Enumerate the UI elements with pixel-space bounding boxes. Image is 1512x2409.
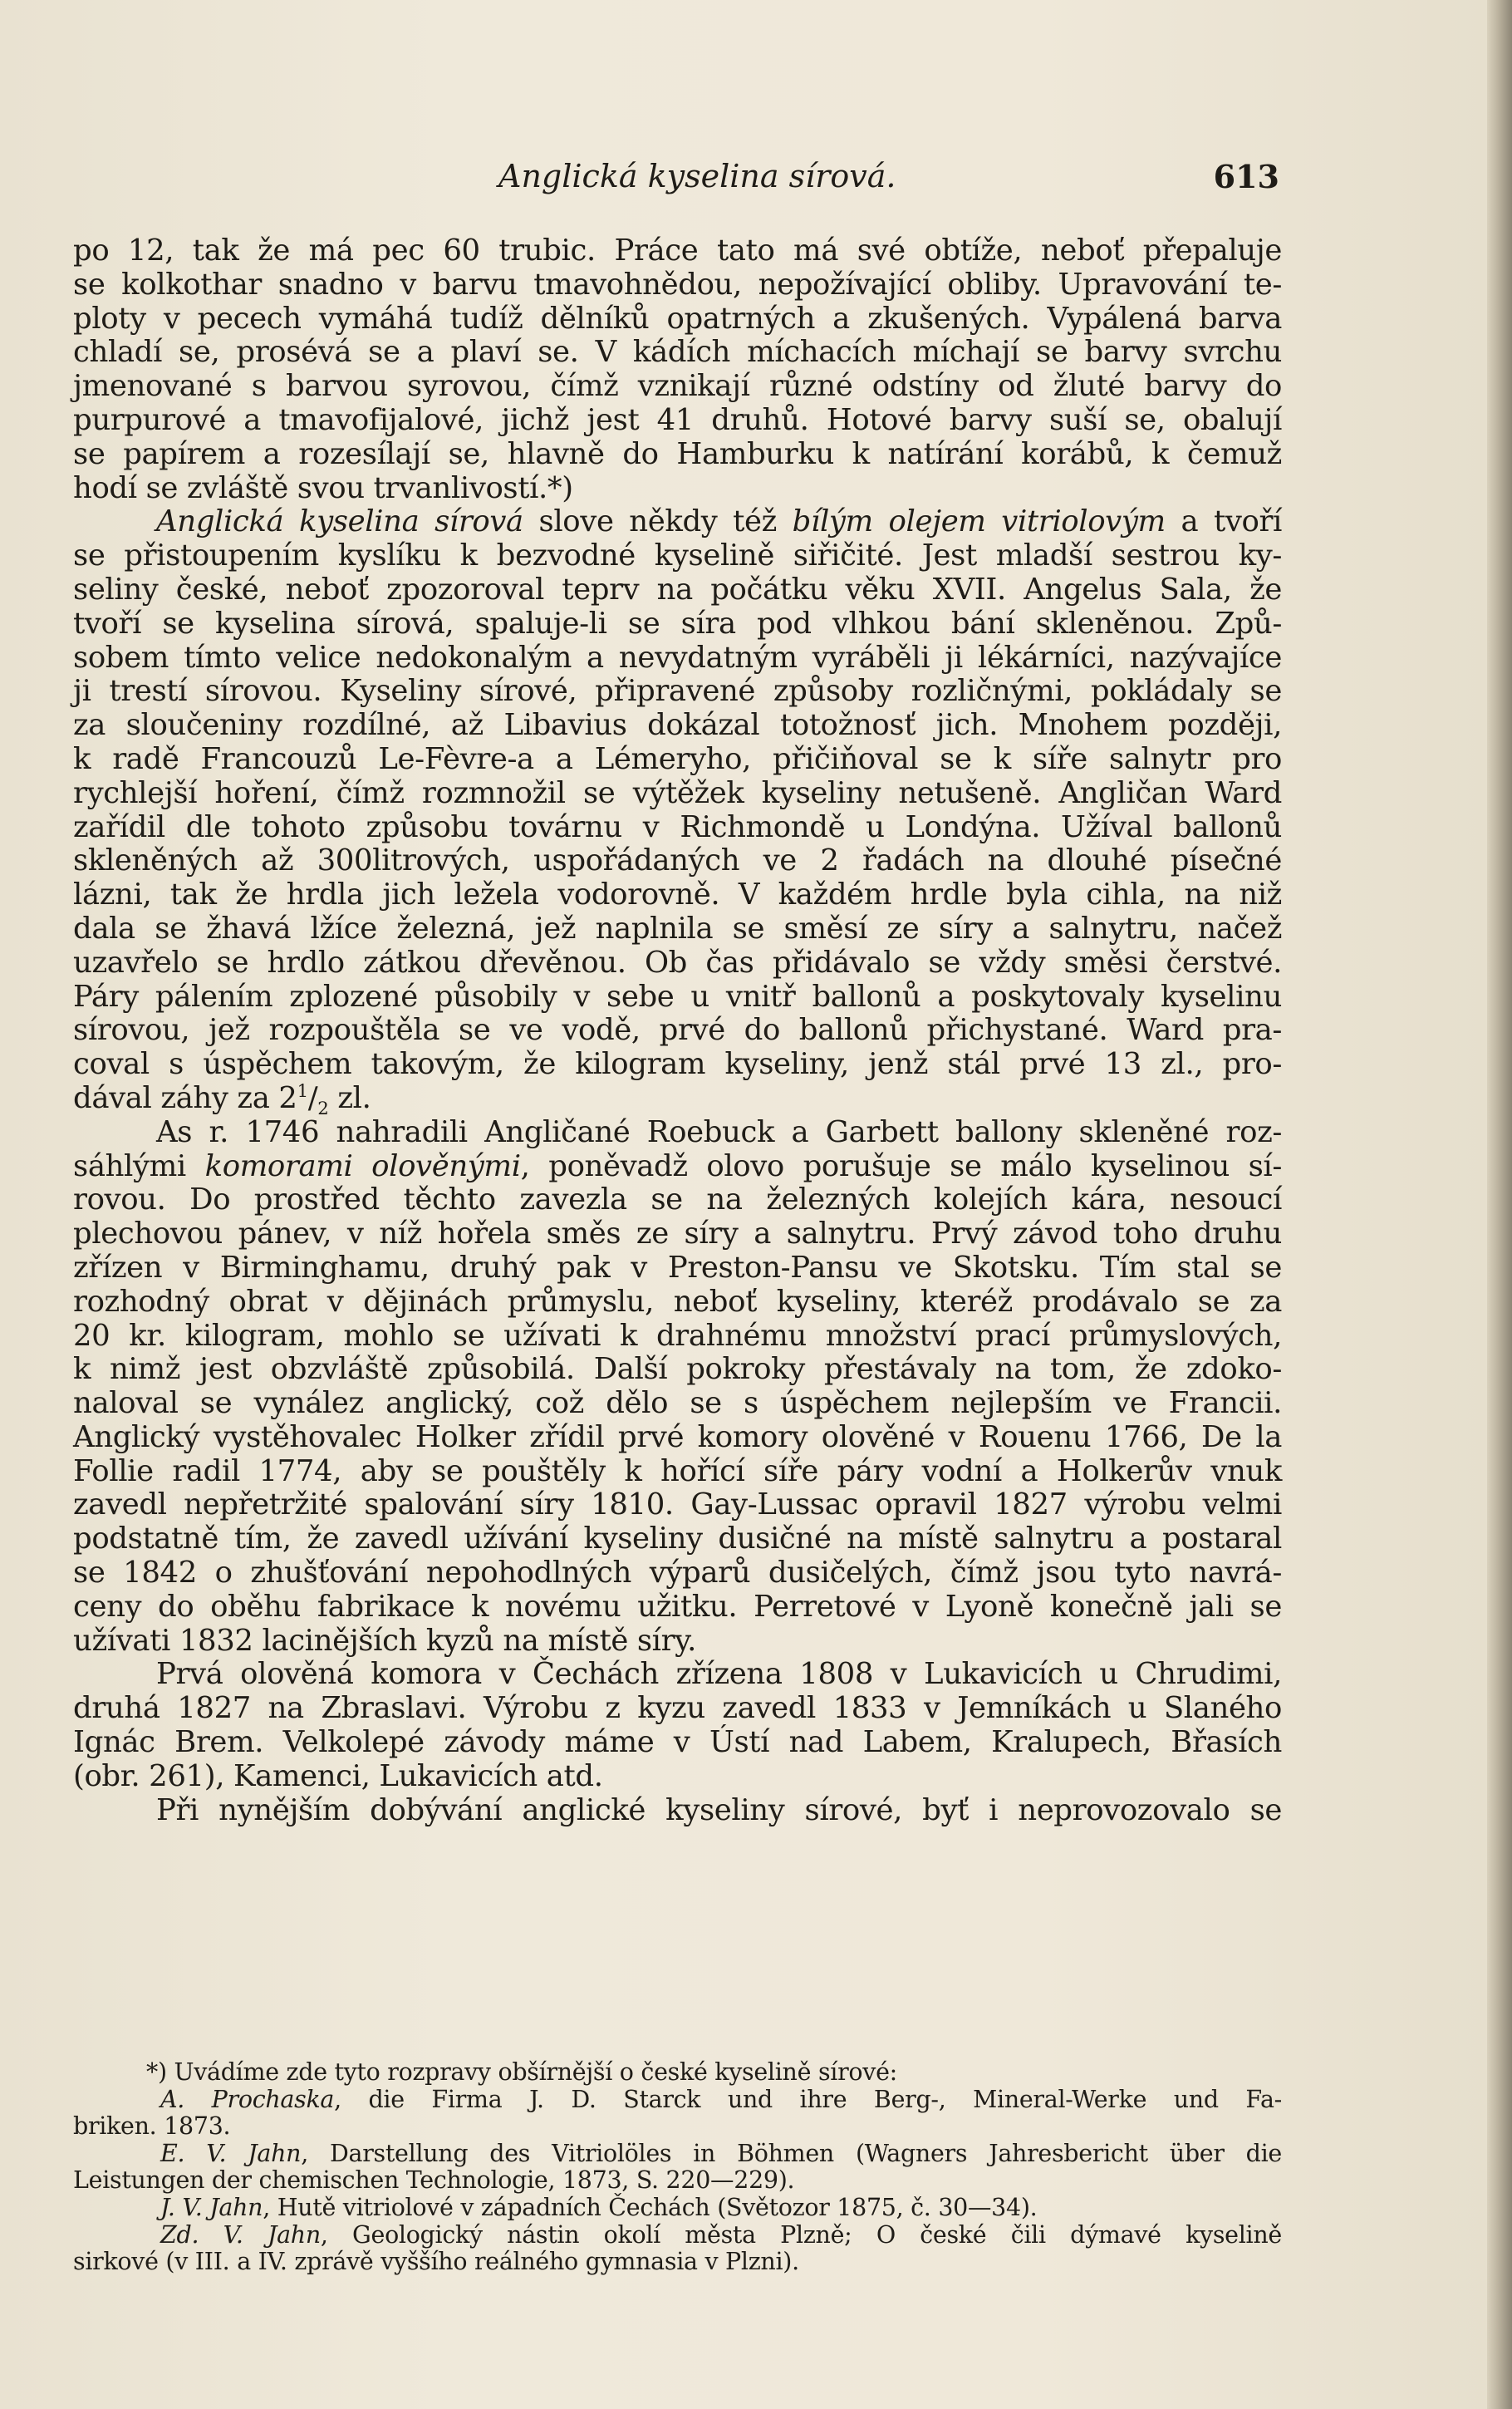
text-line: ploty v pecech vymáhá tudíž dělníků opatrných a zkušených. Vypálená barva <box>73 301 1282 336</box>
text-line: (obr. 261), Kamenci, Lukavicích atd. <box>73 1758 603 1793</box>
text-line: k nimž jest obzvláště způsobilá. Další pokroky přestávaly na tom, že zdoko- <box>73 1352 1282 1387</box>
text-line: As r. 1746 nahradili Angličané Roebuck a Garbett ballony skleněné roz- <box>156 1114 1282 1149</box>
text-line: se 1842 o zhušťování nepohodlných výparů dusičelých, čímž jsou tyto navrá- <box>73 1556 1282 1590</box>
text-line: Ignác Brem. Velkolepé závody máme v Ústí nad Labem, Kralupech, Břasích <box>73 1725 1282 1760</box>
footnote-author: E. V. Jahn <box>160 2139 302 2167</box>
text-line: za sloučeniny rozdílné, až Libavius dokázal totožnosť jich. Mnohem později, <box>73 708 1282 743</box>
page-number: 613 <box>1213 158 1279 195</box>
text-line: skleněných až 300litrových, uspořádaných ve 2 řadách na dlouhé písečné <box>73 843 1282 878</box>
text-line: Follie radil 1774, aby se pouštěly k hořící síře páry vodní a Holkerův vnuk <box>73 1453 1282 1488</box>
italic-term: bílým olejem vitriolovým <box>792 504 1166 539</box>
text-span: a tvoří <box>1165 504 1282 539</box>
footnote-author: J. V. Jahn <box>160 2193 263 2221</box>
text-line: ceny do oběhu fabrikace k novému užitku. Perretové v Lyoně konečně jali se <box>73 1589 1282 1624</box>
footnote-line <box>73 2222 1282 2249</box>
footnotes <box>73 2059 1282 2276</box>
fraction-numerator: 1 <box>297 1081 308 1103</box>
text-line: hodí se zvláště svou trvanlivostí.*) <box>73 470 573 505</box>
footnote-line <box>73 2141 1282 2168</box>
text-span: sáhlými <box>73 1148 205 1183</box>
text-line: zavedl nepřetržité spalování síry 1810. Gay-Lussac opravil 1827 výrobu velmi <box>73 1487 1282 1522</box>
text-line: se papírem a rozesílají se, hlavně do Hamburku k natírání korábů, k čemuž <box>73 436 1282 471</box>
text-line: dala se žhavá lžíce železná, jež naplnila se směsí ze síry a salnytru, načež <box>73 911 1282 946</box>
text-line: druhá 1827 na Zbraslavi. Výrobu z kyzu zavedl 1833 v Jemníkách u Slaného <box>73 1691 1282 1726</box>
text-line: rychlejší hoření, čímž rozmnožil se výtěžek kyseliny netušeně. Angličan Ward <box>73 775 1282 810</box>
text-line: Anglický vystěhovalec Holker zřídil prvé komory olověné v Rouenu 1766, De la <box>73 1419 1282 1454</box>
page-edge <box>1487 0 1512 2409</box>
italic-term: komorami olověnými <box>204 1148 521 1183</box>
text-span: , Geologický nástin okolí města Plzně; O české čili dýmavé kyselině <box>320 2220 1282 2249</box>
text-line: lázni, tak že hrdla jich ležela vodorovně. V každém hrdle byla cihla, na niž <box>73 878 1282 912</box>
footnote-line: sirkové (v III. a IV. zprávě vyššího reálného gymnasia v Plzni). <box>73 2248 799 2276</box>
text-line: jmenované s barvou syrovou, čímž vznikají různé odstíny od žluté barvy do <box>73 369 1282 404</box>
footnote-line: *) Uvádíme zde tyto rozpravy obšírnější o české kyselině sírové: <box>146 2058 897 2086</box>
text-line: podstatně tím, že zavedl užívání kyseliny dusičné na místě salnytru a postaral <box>73 1522 1282 1556</box>
page-header <box>75 158 1279 199</box>
footnote-author: A. Prochaska <box>160 2085 335 2113</box>
text-line <box>73 1150 1282 1184</box>
text-line: zřízen v Birminghamu, druhý pak v Preston-Pansu ve Skotsku. Tím stal se <box>73 1250 1282 1285</box>
text-line: uzavřelo se hrdlo zátkou dřevěnou. Ob čas přidávalo se vždy směsi čerstvé. <box>73 945 1282 980</box>
fraction-slash: / <box>307 1080 318 1115</box>
text-line: sírovou, jež rozpouštěla se ve vodě, prvé do ballonů přichystané. Ward pra- <box>73 1013 1282 1048</box>
text-span: , poněvadž olovo porušuje se málo kyselinou sí- <box>520 1148 1282 1183</box>
text-line: plechovou pánev, v níž hořela směs ze síry a salnytru. Prvý závod toho druhu <box>73 1217 1282 1251</box>
text-line: 20 kr. kilogram, mohlo se užívati k drahnému množství prací průmyslových, <box>73 1318 1282 1353</box>
footnote-line <box>73 2087 1282 2114</box>
footnote-author: Zd. V. Jahn <box>160 2220 321 2249</box>
text-line: se přistoupením kyslíku k bezvodné kyselině siřičité. Jest mladší sestrou ky- <box>73 538 1282 573</box>
italic-term: Anglická kyselina sírová <box>156 504 523 539</box>
text-line: ji trestí sírovou. Kyseliny sírové, připravené způsoby rozličnými, pokládaly se <box>73 674 1282 709</box>
body-text <box>73 234 1282 1827</box>
text-line: purpurové a tmavofijalové, jichž jest 41 druhů. Hotové barvy suší se, obalují <box>73 402 1282 437</box>
running-title: Anglická kyselina sírová. <box>498 158 896 194</box>
text-span: , Hutě vitriolové v západních Čechách (Světozor 1875, č. 30—34). <box>263 2193 1038 2221</box>
text-line <box>73 505 1282 539</box>
text-line: coval s úspěchem takovým, že kilogram kyseliny, jenž stál prvé 13 zl., pro- <box>73 1047 1282 1082</box>
text-span: dával záhy za 2 <box>73 1080 297 1115</box>
text-line: zařídil dle tohoto způsobu továrnu v Richmondě u Londýna. Užíval ballonů <box>73 809 1282 844</box>
text-span: zl. <box>328 1080 371 1115</box>
text-span: , Darstellung des Vitriolöles in Böhmen (Wagners Jahresbericht über die <box>301 2139 1282 2167</box>
fraction-denominator: 2 <box>317 1099 329 1120</box>
text-line: se kolkothar snadno v barvu tmavohnědou, nepožívající obliby. Upravování te- <box>73 267 1282 302</box>
footnote-line: Leistungen der chemischen Technologie, 1873, S. 220—229). <box>73 2166 795 2195</box>
text-line: užívati 1832 lacinějších kyzů na místě síry. <box>73 1623 697 1658</box>
text-line: rozhodný obrat v dějinách průmyslu, neboť kyseliny, kteréž prodávalo se za <box>73 1284 1282 1319</box>
text-line: seliny české, neboť zpozoroval teprv na počátku věku XVII. Angelus Sala, že <box>73 572 1282 607</box>
text-line: sobem tímto velice nedokonalým a nevydatným vyráběli ji lékárníci, nazývajíce <box>73 640 1282 675</box>
footnote-line: briken. 1873. <box>73 2112 231 2141</box>
text-line: tvoří se kyselina sírová, spaluje-li se síra pod vlhkou bání skleněnou. Způ- <box>73 606 1282 641</box>
text-line: rovou. Do prostřed těchto zavezla se na železných kolejích kára, nesoucí <box>73 1182 1282 1217</box>
text-line: po 12, tak že má pec 60 trubic. Práce tato má své obtíže, neboť přepaluje <box>73 234 1282 268</box>
text-span: slove někdy též <box>523 504 793 539</box>
text-line: Při nynějším dobývání anglické kyseliny sírové, byť i neprovozovalo se <box>156 1792 1282 1827</box>
text-line: Páry pálením zplozené působily v sebe u vnitř ballonů a poskytovaly kyselinu <box>73 979 1282 1014</box>
text-line: chladí se, prosévá se a plaví se. V kádích míchacích míchají se barvy svrchu <box>73 335 1282 370</box>
text-line: k radě Francouzů Le-Fèvre-a a Lémeryho, přičiňoval se k síře salnytr pro <box>73 741 1282 776</box>
text-line: naloval se vynález anglický, což dělo se s úspěchem nejlepším ve Francii. <box>73 1386 1282 1421</box>
footnote-line <box>73 2195 1282 2222</box>
text-line: Prvá olověná komora v Čechách zřízena 1808 v Lukavicích u Chrudimi, <box>156 1657 1282 1692</box>
text-span: , die Firma J. D. Starck und ihre Berg-, Mineral-Werke und Fa- <box>334 2085 1282 2113</box>
text-line <box>73 1080 1282 1120</box>
